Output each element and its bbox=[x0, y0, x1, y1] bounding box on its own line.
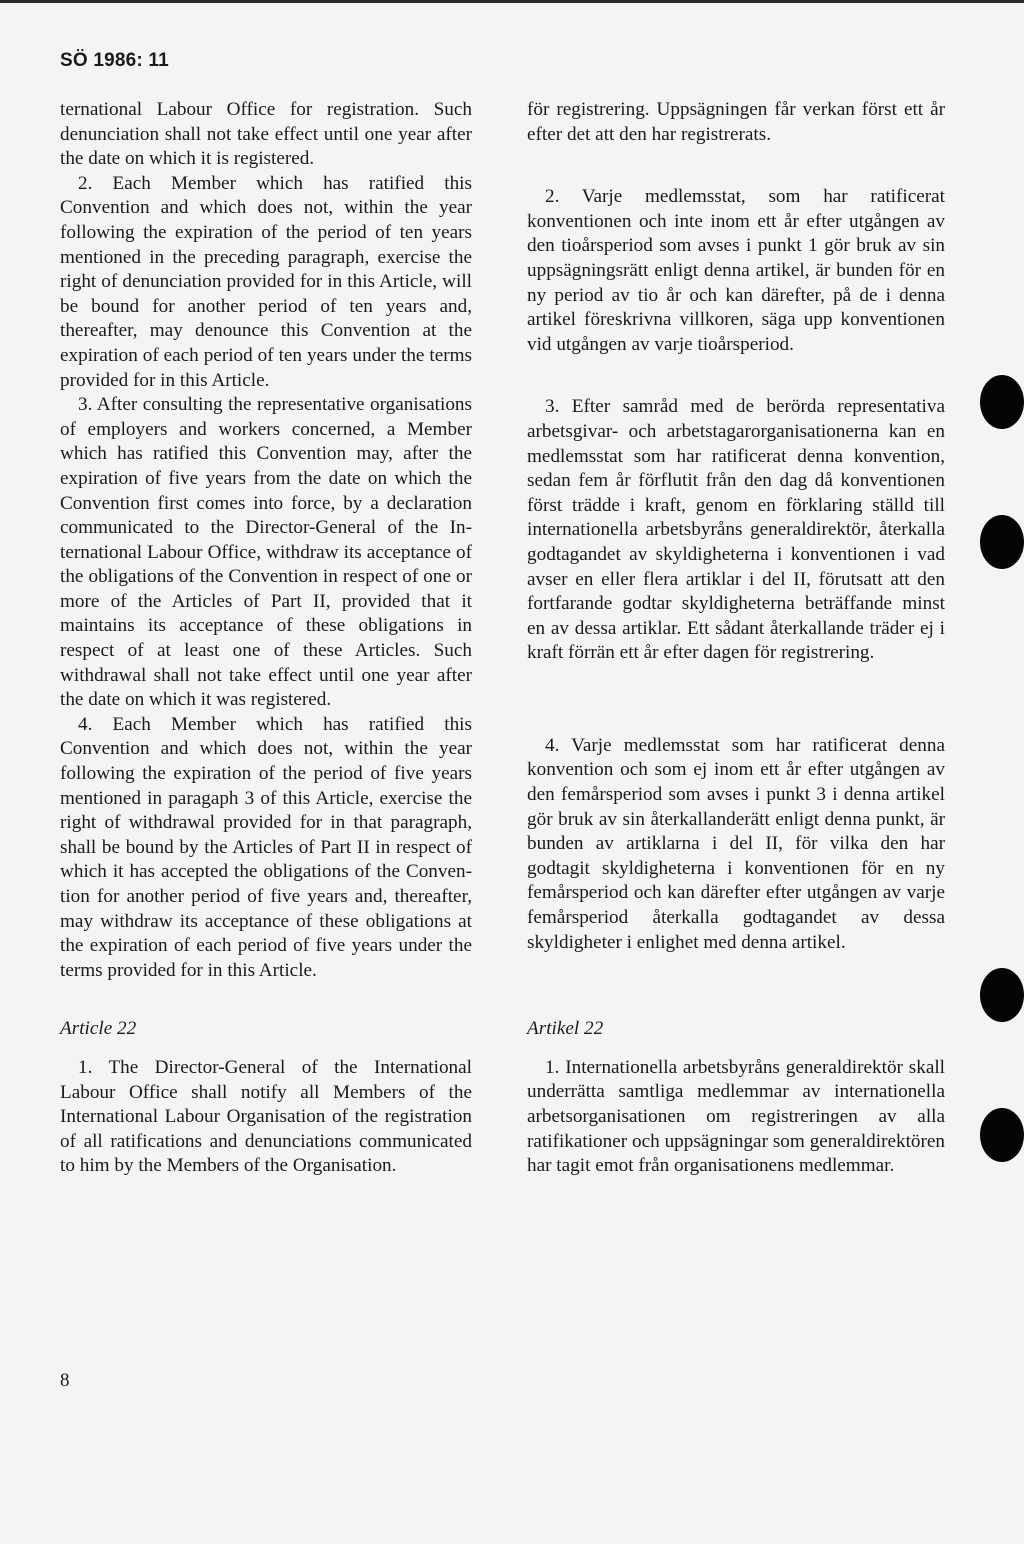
binding-hole-mark bbox=[980, 968, 1024, 1022]
article-heading: Artikel 22 bbox=[527, 1018, 604, 1040]
swedish-column bbox=[527, 98, 945, 1179]
article-22-paragraph-1: 1. Internationella arbetsbyråns generaldirektör skall underrätta samtliga medlemmar av internationella arbetsorganisationen om registreringen av alla ratifikationer och uppsägningar som generaldirektören har tagit emot från organisationens medlemmar. bbox=[527, 1056, 945, 1177]
article-22-paragraph-1: 1. The Director-General of the International Labour Office shall notify all Members of the International Labour Organisation of the registration of all ratifications and denunciations communicated to him by the Members of the Organisation. bbox=[60, 1056, 472, 1177]
document-reference: SÖ 1986: 11 bbox=[60, 50, 169, 71]
paragraph-4: 4. Each Member which has ratified this Convention and which does not, within the year following the expiration of the period of five years mentioned in paragaph 3 of this Article, exercise the right of withdrawal provided for in that paragraph, shall be bound by the Articles of Part II in respect of which it has accepted the obligations of the Convention for another period of five years and, thereafter, may withdraw its acceptance of these obligations at the expiration of each period of five years under the terms provided for in this Article. bbox=[60, 713, 472, 981]
page-number: 8 bbox=[60, 1370, 70, 1391]
binding-hole-mark bbox=[980, 515, 1024, 569]
paragraph-4: 4. Varje medlemsstat som har ratificerat denna konvention och som ej inom ett år efter utgången av den femårsperiod som avses i punkt 3 i denna artikel gör bruk av sin återkallanderätt enligt denna punkt, är bunden av artiklarna i del II, för vilka den har godtagit skyldigheterna i konventionen för en ny femårsperiod och kan därefter efter utgången av varje femårsperiod återkalla godtagandet av dessa skyldigheter i enlighet med denna artikel. bbox=[527, 734, 945, 953]
paragraph-2: 2. Varje medlemsstat, som har ratificerat konventionen och inte inom ett år efter utgången av den tioårsperiod som avses i punkt 1 gör bruk av sin uppsägningsrätt enligt denna artikel, är bunden för en ny period av tio år och kan därefter, på de i denna artikel föreskrivna villkoren, säga upp konventionen vid utgången av varje tioårsperiod. bbox=[527, 186, 945, 355]
article-heading: Article 22 bbox=[60, 1018, 137, 1040]
binding-hole-mark bbox=[980, 1108, 1024, 1162]
paragraph-continuation: för registrering. Uppsägningen får verkan först ett år efter det att den har registrerats. bbox=[527, 99, 945, 145]
binding-hole-mark bbox=[980, 375, 1024, 429]
paragraph-continuation: ternational Labour Office for registration. Such denunciation shall not take effect until one year after the date on which it is registered. bbox=[60, 99, 472, 170]
top-rule bbox=[0, 0, 1024, 3]
paragraph-3: 3. Efter samråd med de berörda representativa arbetsgivar- och arbetstagarorganisationerna kan en medlemsstat som har ratificerat denna konvention, sedan fem år förflutit från den dag då konventionen först trädde i kraft, genom en förklaring ställd till internationella arbetsbyråns generaldirektör, återkalla godtagandet av skyldigheterna i konventionen i vad avser en eller flera artiklar i del II, förutsatt att den fortfarande godtar skyldigheterna beträffande minst en av dessa artiklar. Ett sådant återkallande träder ej i kraft förrän ett år efter dagen för registrering. bbox=[527, 396, 945, 664]
paragraph-3: 3. After consulting the representative organisations of employers and workers concerned, a Member which has ratified this Convention may, after the expiration of five years from the date on which the Convention first comes into force, by a declaration communicated to the Director-General of the International Labour Office, withdraw its acceptance of the obligations of the Convention in respect of one or more of the Articles of Part II, provided that it maintains its acceptance of these obligations in respect of at least one of these Articles. Such withdrawal shall not take effect until one year after the date on which it was registered. bbox=[60, 394, 472, 711]
english-column bbox=[60, 98, 472, 1179]
paragraph-2: 2. Each Member which has ratified this Convention and which does not, within the year following the expiration of the period of ten years mentioned in the preceding paragraph, exercise the right of denunciation provided for in this Article, will be bound for another period of ten years and, thereafter, may denounce this Convention at the expiration of each period of ten years under the terms provided for in this Article. bbox=[60, 172, 472, 391]
